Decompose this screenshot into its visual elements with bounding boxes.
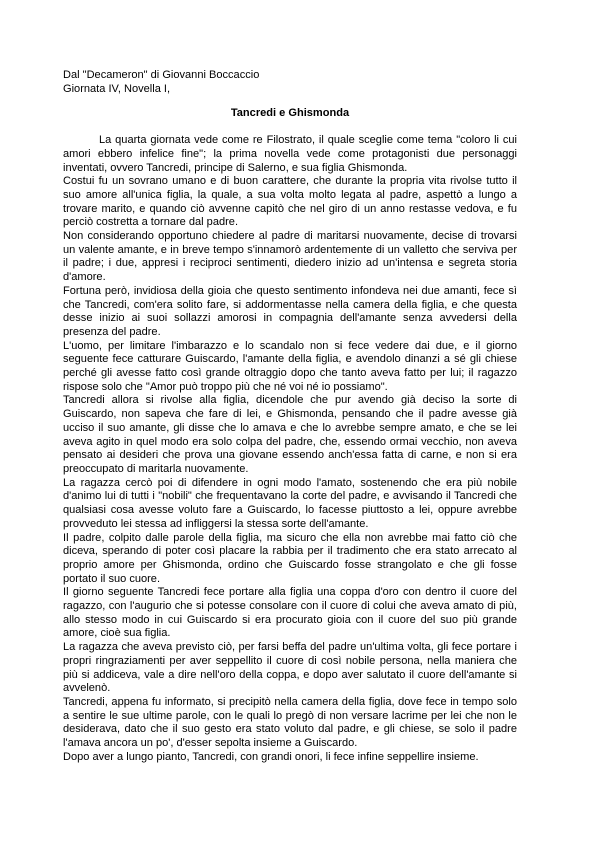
source-line-1: Dal "Decameron" di Giovanni Boccaccio [63,69,260,81]
document-body [63,69,517,764]
paragraph-9: Il giorno seguente Tancredi fece portare alla figlia una coppa d'oro con dentro il cuore del ragazzo, con l'augurio che si potesse consolare con il cuore di colui che aveva amato di più, allo stesso modo in cui Guiscardo si era procurato gioia con il cuore del suo più grande amore, cioè sua figlia. [63,586,517,640]
paragraph-6: Tancredi allora si rivolse alla figlia, dicendole che pur avendo già deciso la sorte di Guiscardo, non sapeva che fare di lei, e Ghismonda, pensando che il padre avesse già ucciso il suo amante, gli disse che lo amava e che lo avrebbe sempre amato, e che se lei aveva agito in quel modo era solo colpa del padre, che, essendo ormai vecchio, non aveva pensato ai desideri che prova una giovane essendo anch'essa fatta di carne, e non si era preoccupato di maritarla nuovamente. [63,394,517,475]
paragraph-8: Il padre, colpito dalle parole della figlia, ma sicuro che ella non avrebbe mai fatto ciò che diceva, sperando di poter così placare la rabbia per il tradimento che era stato arrecato al proprio amore per Ghismonda, ordino che Guiscardo fosse strangolato e che gli fosse portato il suo cuore. [63,531,517,585]
paragraph-5: L'uomo, per limitare l'imbarazzo e lo scandalo non si fece vedere dai due, e il giorno seguente fece catturare Guiscardo, l'amante della figlia, e avendolo dinanzi a sé gli chiese perché gli avesse fatto così grande oltraggio dopo che tanto aveva fatto per lui; il ragazzo rispose solo che "Amor può troppo più che né voi né io possiamo". [63,339,517,393]
source-line-2: Giornata IV, Novella I, [63,82,171,95]
paragraph-4: Fortuna però, invidiosa della gioia che questo sentimento infondeva nei due amanti, fece sì che Tancredi, com'era solito fare, si addormentasse nella camera della figlia, e che questa desse inizio ai suoi sollazzi amorosi in compagnia dell'amante senza avvedersi della presenza del padre. [63,284,517,338]
paragraph-10: La ragazza che aveva previsto ciò, per farsi beffa del padre un'ultima volta, gli fece portare i propri ringraziamenti per aver seppellito il cuore di così nobile persona, nella maniera che più si addiceva, vale a dire nell'oro della coppa, e dopo aver salutato il cuore dell'amante si avvelenò. [63,641,517,695]
paragraph-2: Costui fu un sovrano umano e di buon carattere, che durante la propria vita rivolse tutto il suo amore all'unica figlia, la quale, a sua volta molto legata al padre, aspettò a lungo a trovare marito, e quando ciò avvenne capitò che nel giro di un anno restasse vedova, e fu perciò costretta a tornare dal padre. [63,175,517,229]
paragraph-12: Dopo aver a lungo pianto, Tancredi, con grandi onori, li fece infine seppellire insieme. [63,750,479,763]
paragraph-7: La ragazza cercò poi di difendere in ogni modo l'amato, sostenendo che era più nobile d'animo lui di tutti i "nobili" che frequentavano la corte del padre, e avvisando il Tancredi che qualsiasi cosa avesse voluto fare a Guiscardo, lo facesse piuttosto a lei, oppure avrebbe provveduto lei stessa ad infliggersi la stessa sorte dell'amante. [63,476,517,530]
document-title: Tancredi e Ghismonda [230,107,350,120]
paragraph-3: Non considerando opportuno chiedere al padre di maritarsi nuovamente, decise di trovarsi un valente amante, e in breve tempo s'innamorò ardentemente di un valletto che serviva per il padre; i due, appresi i reciproci sentimenti, diedero inizio ad un'intensa e segreta storia d'amore. [63,230,517,284]
paragraph-1: La quarta giornata vede come re Filostrato, il quale sceglie come tema "coloro li cui amori ebbero infelice fine"; la prima novella vede come protagonisti due personaggi inventati, ovvero Tancredi, principe di Salerno, e sua figlia Ghismonda. [63,134,517,174]
paragraph-11: Tancredi, appena fu informato, si precipitò nella camera della figlia, dove fece in tempo solo a sentire le sue ultime parole, con le quali lo pregò di non versare lacrime per lei che non le desiderava, dato che il suo gesto era stato voluto dal padre, e gli chiese, se solo il padre l'amava ancora un po', d'esser sepolta insieme a Guiscardo. [63,695,517,750]
